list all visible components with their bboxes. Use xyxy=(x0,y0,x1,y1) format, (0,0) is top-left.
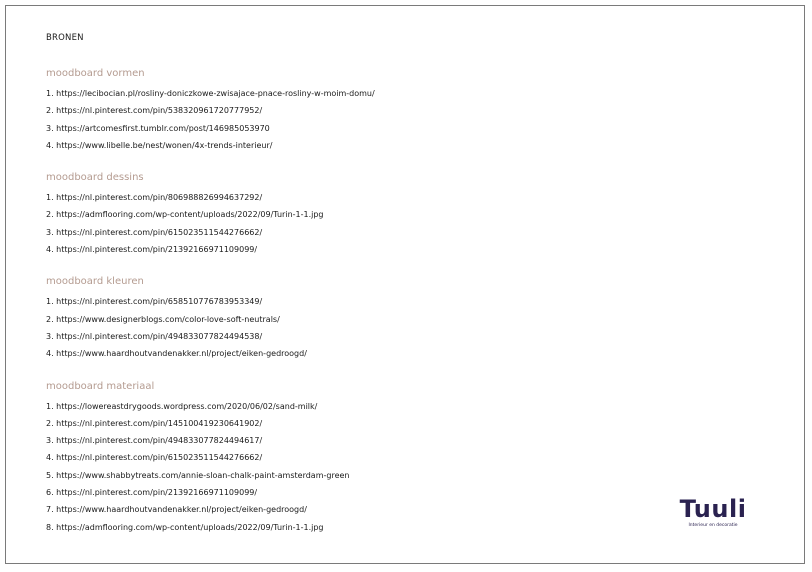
source-link[interactable]: 3. https://nl.pinterest.com/pin/494833077824494617/ xyxy=(46,436,263,446)
section-vormen xyxy=(46,67,375,154)
source-link[interactable]: 1. https://lecibocian.pl/rosliny-doniczkowe-zwisajace-pnace-rosliny-w-moim-domu/ xyxy=(46,89,375,98)
link-list xyxy=(46,293,375,362)
source-link[interactable]: 4. https://www.libelle.be/nest/wonen/4x-trends-interieur/ xyxy=(46,140,273,150)
section-dessins xyxy=(46,171,375,258)
source-link[interactable]: 2. https://admflooring.com/wp-content/uploads/2022/09/Turin-1-1.jpg xyxy=(46,210,324,220)
source-link[interactable]: 6. https://nl.pinterest.com/pin/21392166971109099/ xyxy=(46,488,258,498)
logo-wordmark: Tuuli xyxy=(679,495,747,523)
source-link[interactable]: 8. https://admflooring.com/wp-content/uploads/2022/09/Turin-1-1.jpg xyxy=(46,522,324,532)
source-link[interactable]: 1. https://lowereastdrygoods.wordpress.com/2020/06/02/sand-milk/ xyxy=(46,401,318,411)
source-link[interactable]: 4. https://www.haardhoutvandenakker.nl/project/eiken-gedroogd/ xyxy=(46,349,307,359)
source-link[interactable]: 5. https://www.shabbytreats.com/annie-sloan-chalk-paint-amsterdam-green xyxy=(46,470,350,480)
source-link[interactable]: 7. https://www.haardhoutvandenakker.nl/project/eiken-gedroogd/ xyxy=(46,505,307,515)
link-list xyxy=(46,398,375,536)
link-list xyxy=(46,85,375,154)
logo-tagline: Interieur en decoratie xyxy=(688,523,738,528)
source-link[interactable]: 2. https://nl.pinterest.com/pin/145100419230641902/ xyxy=(46,418,263,428)
section-materiaal xyxy=(46,380,375,536)
link-list xyxy=(46,189,375,258)
source-link[interactable]: 1. https://nl.pinterest.com/pin/658510776783953349/ xyxy=(46,297,263,307)
section-title: moodboard materiaal xyxy=(46,380,155,392)
source-link[interactable]: 3. https://nl.pinterest.com/pin/615023511544276662/ xyxy=(46,227,263,237)
source-link[interactable]: 1. https://nl.pinterest.com/pin/806988826994637292/ xyxy=(46,193,263,203)
page-heading: BRONEN xyxy=(46,33,84,43)
section-title: moodboard vormen xyxy=(46,68,145,79)
source-link[interactable]: 3. https://nl.pinterest.com/pin/494833077824494538/ xyxy=(46,331,263,341)
brand-logo xyxy=(678,496,748,529)
source-link[interactable]: 2. https://www.designerblogs.com/color-love-soft-neutrals/ xyxy=(46,314,280,324)
source-link[interactable]: 4. https://nl.pinterest.com/pin/21392166971109099/ xyxy=(46,245,258,255)
section-kleuren xyxy=(46,275,375,362)
source-link[interactable]: 4. https://nl.pinterest.com/pin/615023511544276662/ xyxy=(46,453,263,463)
source-link[interactable]: 3. https://artcomesfirst.tumblr.com/post/146985053970 xyxy=(46,123,270,133)
section-title: moodboard kleuren xyxy=(46,276,144,288)
section-title: moodboard dessins xyxy=(46,172,144,184)
document-page xyxy=(5,5,805,564)
sources-list xyxy=(46,67,375,553)
source-link[interactable]: 2. https://nl.pinterest.com/pin/538320961720777952/ xyxy=(46,106,263,116)
